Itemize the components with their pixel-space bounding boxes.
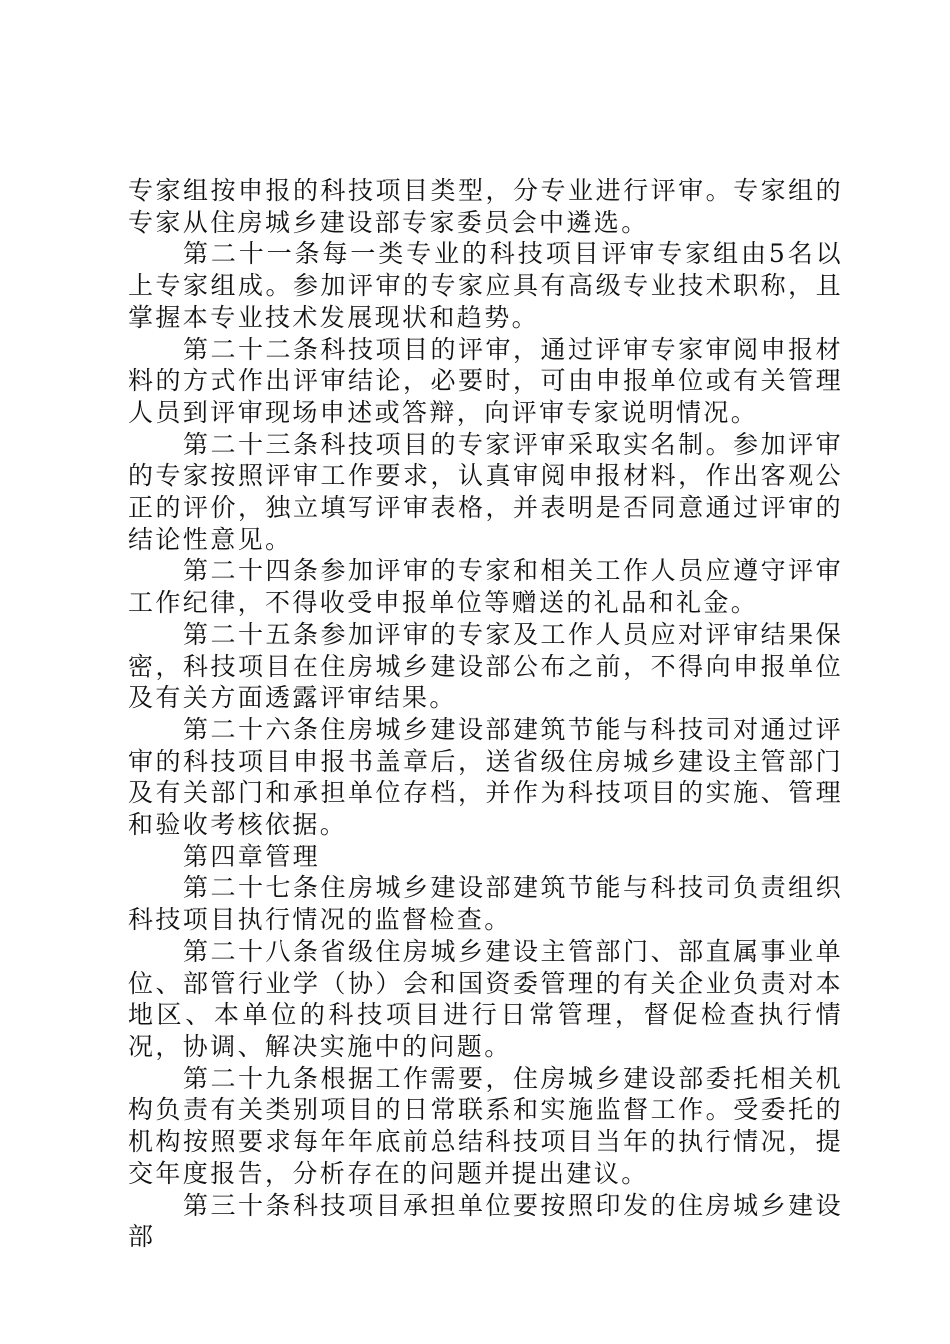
article-21: 第二十一条每一类专业的科技项目评审专家组由5名以上专家组成。参加评审的专家应具有高级专业技术职称，且掌握本专业技术发展现状和趋势。 bbox=[128, 239, 843, 332]
article-28: 第二十八条省级住房城乡建设主管部门、部直属事业单位、部管行业学（协）会和国资委管理的有关企业负责对本地区、本单位的科技项目进行日常管理，督促检查执行情况，协调、解决实施中的问题。 bbox=[128, 936, 843, 1061]
paragraph: 专家组按申报的科技项目类型，分专业进行评审。专家组的专家从住房城乡建设部专家委员会中遴选。 bbox=[128, 176, 843, 237]
article-24: 第二十四条参加评审的专家和相关工作人员应遵守评审工作纪律，不得收受申报单位等赠送的礼品和礼金。 bbox=[128, 556, 843, 618]
article-22: 第二十二条科技项目的评审，通过评审专家审阅申报材料的方式作出评审结论，必要时，可由申报单位或有关管理人员到评审现场申述或答辩，向评审专家说明情况。 bbox=[128, 334, 843, 427]
article-27: 第二十七条住房城乡建设部建筑节能与科技司负责组织科技项目执行情况的监督检查。 bbox=[128, 873, 843, 935]
article-25: 第二十五条参加评审的专家及工作人员应对评审结果保密，科技项目在住房城乡建设部公布之前，不得向申报单位及有关方面透露评审结果。 bbox=[128, 619, 843, 713]
article-23: 第二十三条科技项目的专家评审采取实名制。参加评审的专家按照评审工作要求，认真审阅申报材料，作出客观公正的评价，独立填写评审表格，并表明是否同意通过评审的结论性意见。 bbox=[128, 429, 843, 554]
chapter-heading: 第四章管理 bbox=[183, 841, 321, 871]
article-26: 第二十六条住房城乡建设部建筑节能与科技司对通过评审的科技项目申报书盖章后，送省级住房城乡建设主管部门及有关部门和承担单位存档，并作为科技项目的实施、管理和验收考核依据。 bbox=[128, 714, 843, 840]
document-body bbox=[128, 175, 843, 1253]
article-30: 第三十条科技项目承担单位要按照印发的住房城乡建设部 bbox=[128, 1190, 843, 1252]
article-29: 第二十九条根据工作需要，住房城乡建设部委托相关机构负责有关类别项目的日常联系和实施监督工作。受委托的机构按照要求每年年底前总结科技项目当年的执行情况，提交年度报告，分析存在的问题并提出建议。 bbox=[128, 1063, 843, 1188]
